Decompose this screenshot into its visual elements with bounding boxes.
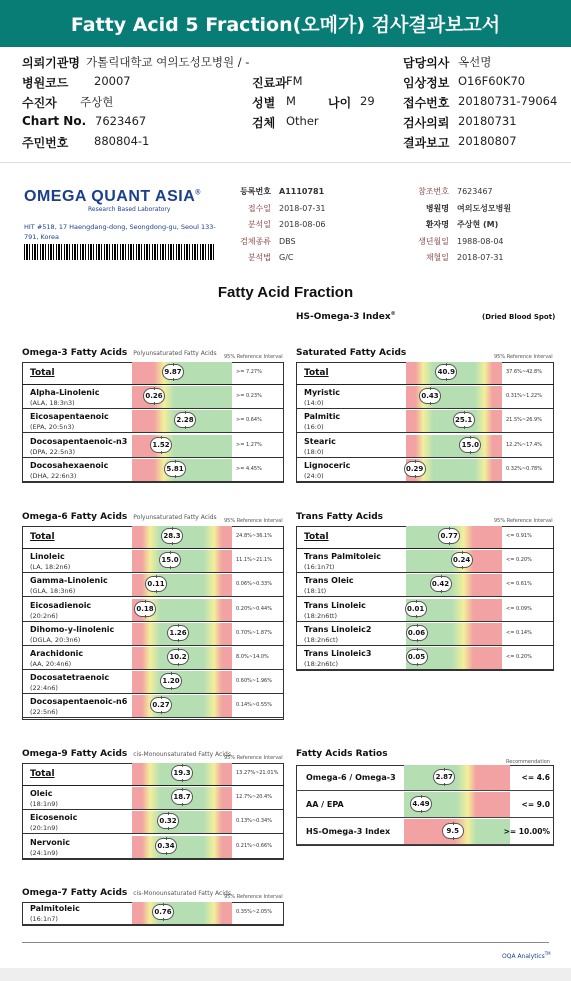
fatty-acid-notation: (14:0) [304,399,324,408]
table-row [296,574,554,597]
table-row-total [296,362,554,385]
reference-interval: >= 0.64% [236,417,262,424]
result-marker: 1.52 [150,437,172,453]
lab-meta-label: 검체종류 [240,236,271,246]
result-marker: 28.3 [161,528,183,544]
result-marker: 0.11 [145,576,167,592]
fatty-acid-name [30,532,55,542]
lab-meta-label: 분석법 [247,253,271,262]
hs-omega-title [296,311,396,322]
info-label: 검사의뢰 [403,116,450,130]
table-row [296,599,554,622]
result-marker: 0.01 [405,601,427,617]
lab-meta-row [404,252,504,263]
reference-bar [406,435,502,457]
fatty-acid-name [30,461,108,481]
fatty-acid-notation: (22:4n6) [30,684,58,693]
reference-interval: <= 0.09% [506,605,532,612]
reference-bar [132,550,232,572]
table-row [22,671,284,694]
result-marker: 0.76 [152,904,174,920]
section-title [22,888,231,898]
table-row [22,695,284,718]
reference-interval: 0.32%~0.78% [506,465,542,472]
fatty-acid-name [30,697,127,717]
fatty-acid-title: Fatty Acid Fraction [217,284,354,301]
result-marker: 10.2 [167,649,189,665]
report-title: Fatty Acid 5 Fraction(오메가) 검사결과보고서 [0,0,571,47]
reference-interval-header: 95% Reference Interval [494,354,553,360]
reference-interval: 0.31%~1.22% [506,393,542,400]
info-value: M [286,94,296,108]
reference-interval: 8.0%~14.0% [236,654,269,660]
reference-interval: <= 0.14% [506,629,532,636]
reference-interval: 0.14%~0.55% [236,702,272,709]
result-marker: 9.87 [162,364,184,380]
reference-bar [132,811,232,833]
ratio-row [296,819,554,845]
section-title-text: Trans Fatty Acids [296,512,384,522]
fatty-acid-label: Palmitoleic [30,904,80,913]
oqa-analytics-text: OQA Analytics [502,953,545,960]
fatty-acid-name [30,789,58,809]
info-label: 결과보고 [403,136,450,150]
reference-interval: >= 1.27% [236,441,262,448]
fatty-acid-label: Total [304,532,329,542]
fatty-acid-name [304,412,340,432]
fatty-acid-name [304,552,381,572]
reference-interval-header: 95% Reference Interval [224,518,283,524]
lab-meta-row [404,186,493,197]
reference-interval: <= 0.20% [506,557,532,564]
table-row [22,599,284,622]
reference-interval-header: 95% Reference Interval [224,894,283,900]
reference-bar [132,695,232,717]
lab-meta-label: 병원명 [425,203,449,213]
reference-interval: 0.21%~0.66% [236,842,272,849]
lab-meta-value: 1988-08-04 [457,236,504,246]
fatty-acid-label: Linoleic [30,552,65,562]
reference-interval: 0.20%~0.44% [236,605,272,612]
reference-bar [132,836,232,858]
reference-interval: <= 0.61% [506,581,532,588]
fatty-acid-label: Palmitic [304,412,341,422]
table-row [22,623,284,646]
lab-logo-subtitle: Research Based Laboratory [88,206,171,213]
ratio-recommendation: <= 9.0 [521,800,550,809]
fatty-acid-label: Stearic [304,436,336,446]
lab-meta-row [226,186,324,197]
table-row [22,550,284,573]
info-value: 20180731 [458,114,517,128]
fatty-acid-label: Eicosapentaenoic [30,412,109,422]
reference-interval: 0.60%~1.96% [236,678,272,685]
reference-interval: 11.1%~21.1% [236,557,272,564]
lab-meta-label: 참조번호 [418,187,449,196]
recommendation-header: Recommendation [506,759,550,765]
lab-meta-label: 생년월일 [418,236,449,246]
result-marker: 0.18 [134,601,156,617]
fatty-acid-notation: (18:1t) [304,587,327,596]
fatty-acid-name [304,532,329,542]
ratio-marker: 2.87 [433,769,455,785]
section-title [22,348,217,358]
fatty-acid-notation: (24:0) [304,471,324,480]
fatty-acid-notation: (24:1n9) [30,848,58,857]
info-label: Chart No. [22,114,87,128]
lab-meta-label: 분석일 [247,220,271,229]
ratio-marker: 9.5 [442,823,464,839]
fatty-acid-notation: (20:1n9) [30,824,58,833]
fatty-acid-name [30,437,127,457]
lab-address: HIT #518, 17 Haengdang-dong, Seongdong-gu, Seoul 133-791, Korea [24,223,216,241]
fatty-acid-notation: (LA, 18:2n6) [30,563,71,572]
info-label: 수진자 [22,96,57,110]
fatty-acid-label: Docosapentaenoic-n6 [30,697,128,707]
ratio-bar [404,765,510,790]
ratio-name: Omega-6 / Omega-3 [306,773,396,782]
section-subtitle: cis-Monounsaturated Fatty Acids [133,751,231,758]
fatty-acid-name [304,649,371,669]
reference-bar [132,671,232,693]
fatty-acid-name [304,601,366,621]
table-row [22,647,284,670]
reference-interval: <= 0.20% [506,654,532,660]
lab-meta-row [226,203,326,214]
info-value: 880804-1 [94,134,150,148]
fatty-acid-notation: (18:2n6tc) [304,660,339,668]
lab-meta-value: 여의도성모병원 [457,203,512,213]
ratio-recommendation: <= 4.6 [521,773,550,782]
info-label: 주민번호 [22,136,69,150]
info-value: 옥선명 [458,55,492,69]
fatty-acid-notation: (GLA, 18:3n6) [30,587,76,596]
table-row [22,459,284,482]
table-row-total [296,526,554,549]
fatty-acid-name [30,552,70,572]
lab-meta-row [226,219,326,230]
lab-meta-label: 채혈일 [425,253,449,262]
result-marker: 0.24 [451,552,473,568]
lab-meta-label: 접수일 [247,203,271,213]
table-row [22,787,284,810]
reference-interval: 0.06%~0.33% [236,581,272,588]
result-marker: 15.0 [159,552,181,568]
lab-meta-row [404,236,504,247]
info-label: 담당의사 [403,56,450,70]
table-row [22,836,284,859]
info-value: 주상현 [80,95,114,109]
fatty-acid-name [304,368,329,378]
fatty-acid-name [30,601,91,621]
fatty-acid-label: Eicosadienoic [30,600,92,610]
lab-meta-value: 2018-08-06 [279,220,326,229]
footer-band [0,968,571,981]
info-label: 임상정보 [403,76,450,90]
lab-meta-value: 7623467 [457,187,493,196]
fatty-acid-notation: (AA, 20:4n6) [30,660,72,668]
fatty-acid-label: Total [304,368,329,378]
fatty-acid-label: Trans Linoleic3 [304,649,372,658]
fatty-acid-notation: (DHA, 22:6n3) [30,471,77,480]
ratio-row [296,792,554,818]
info-value: FM [286,74,303,88]
fatty-acid-label: Total [30,532,55,542]
reference-bar [406,574,502,596]
result-marker: 0.29 [404,461,426,477]
ratio-marker: 4.49 [410,796,432,812]
fatty-acid-name [30,838,70,858]
result-marker: 0.27 [150,697,172,713]
oqa-analytics-mark: TM [544,951,551,956]
table-row [296,647,554,670]
lab-meta-value: DBS [279,236,296,246]
info-label: 진료과 [252,76,287,90]
table-row [296,550,554,573]
reference-interval: 0.70%~1.87% [236,629,272,636]
lab-logo-text: OMEGA QUANT ASIA [24,188,196,205]
result-marker: 0.06 [406,625,428,641]
table-row [296,435,554,458]
section-title-text: Saturated Fatty Acids [296,348,407,358]
section-title [22,512,217,522]
fatty-acid-label: Trans Oleic [304,576,354,586]
lab-meta-label: 환자명 [425,220,449,229]
info-value: 가톨릭대학교 여의도성모병원 / - [86,55,250,69]
barcode [24,244,216,260]
fatty-acid-name [30,649,83,669]
result-marker: 1.26 [167,625,189,641]
section-title [22,749,231,759]
patient-info [0,54,571,154]
ratio-name: AA / EPA [306,800,344,809]
fatty-acid-label: Total [30,368,55,378]
fatty-acid-name [30,388,99,408]
ratio-row [296,765,554,791]
fatty-acid-name [304,388,340,408]
reference-interval: 12.7%~20.4% [236,794,272,801]
fatty-acid-label: Gamma-Linolenic [30,576,108,586]
section-title [296,512,383,522]
result-marker: 0.26 [143,388,165,404]
fatty-acid-name [30,625,114,645]
fatty-acid-name [304,625,371,645]
fatty-acid-label: Eicosenoic [30,813,78,823]
table-row-total [22,526,284,549]
footer-divider [22,942,549,943]
section-title-text: Omega-6 Fatty Acids [22,512,128,522]
reference-interval: 24.8%~36.1% [236,533,272,539]
section-title [296,348,406,358]
lab-meta-row [226,236,296,247]
fatty-acid-notation: (DGLA, 20:3n6) [30,635,81,644]
section-title-text: Omega-7 Fatty Acids [22,888,128,898]
fatty-acid-label: Oleic [30,789,53,799]
result-marker: 40.9 [435,364,457,380]
section-subtitle: cis-Monounsaturated Fatty Acids [133,890,231,897]
result-marker: 2.28 [174,412,196,428]
info-value: 7623467 [95,114,147,128]
reference-interval-header: 95% Reference Interval [224,755,283,761]
section-title-text: Omega-9 Fatty Acids [22,749,128,759]
info-value: 20180807 [458,134,517,148]
fatty-acid-notation: (18:2n6ct) [304,635,339,644]
lab-meta-value: 주상현 (M) [457,220,499,229]
lab-meta-value: G/C [279,253,294,262]
fatty-acid-notation: (18:0) [304,447,324,456]
fatty-acid-label: Docosapentaenoic-n3 [30,436,128,446]
result-marker: 1.20 [160,673,182,689]
table-row [22,386,284,409]
result-marker: 15.0 [459,437,481,453]
ratio-name: HS-Omega-3 Index [306,827,391,836]
reference-bar [132,902,232,924]
result-marker: 0.42 [430,576,452,592]
reference-bar [132,435,232,457]
dried-blood-spot-label: (Dried Blood Spot) [482,313,556,321]
result-marker: 19.3 [171,765,193,781]
lab-meta-row [226,252,293,263]
table-row [296,459,554,482]
fatty-acid-name [30,576,108,596]
ratios-title: Fatty Acids Ratios [296,749,388,759]
table-row [22,574,284,597]
table-row [22,410,284,433]
lab-meta-row [404,219,498,230]
reference-interval: 0.35%~2.05% [236,909,272,915]
fatty-acid-label: Total [30,769,55,779]
fatty-acid-label: Myristic [304,388,340,398]
reference-interval: 0.13%~0.34% [236,818,272,825]
fatty-acid-label: Trans Linoleic2 [304,624,372,634]
table-row [296,410,554,433]
reference-interval: >= 7.27% [236,369,262,375]
oqa-analytics-brand [502,951,551,960]
fatty-acid-name [30,673,109,693]
fatty-acid-name [30,813,77,833]
fatty-acid-notation: (DPA, 22:5n3) [30,447,76,456]
section-subtitle: Polyunsaturated Fatty Acids [133,350,217,357]
table-row [22,902,284,925]
fatty-acid-label: Trans Palmitoleic [304,552,382,562]
fatty-acid-label: Alpha-Linolenic [30,388,100,398]
fatty-acid-notation: (16:0) [304,423,324,432]
fatty-acid-label: Lignoceric [304,460,351,470]
fatty-acid-notation: (18:2n6tt) [304,611,338,620]
reference-interval: >= 4.45% [236,465,262,472]
fatty-acid-name [304,437,336,457]
lab-logo-mark: ® [195,189,201,197]
reference-interval: 21.5%~26.9% [506,417,542,424]
table-row-total [22,763,284,786]
reference-interval-header: 95% Reference Interval [224,354,283,360]
info-label: 성별 [252,96,276,110]
info-label: 병원코드 [22,76,69,90]
info-label: 접수번호 [403,96,450,110]
fatty-acid-name [30,368,55,378]
section-subtitle: Polyunsaturated Fatty Acids [133,514,217,521]
lab-logo [24,188,201,206]
lab-meta-label: 등록번호 [240,187,271,196]
lab-meta-value: 2018-07-31 [279,203,326,213]
info-value: Other [286,114,319,128]
fatty-acid-name [304,576,354,596]
fatty-acid-label: Docosatetraenoic [30,673,110,683]
table-row [22,811,284,834]
fatty-acid-name [30,412,109,432]
table-row-total [22,362,284,385]
fatty-acid-name [304,461,350,481]
reference-interval: <= 0.91% [506,533,532,539]
info-value: O16F60K70 [458,74,526,88]
info-label: 나이 [328,96,352,110]
table-row [22,435,284,458]
result-marker: 0.43 [419,388,441,404]
reference-interval: 13.27%~21.01% [236,770,279,776]
hs-omega-title-text: HS-Omega-3 Index [296,312,391,322]
fatty-acid-notation: (18:1n9) [30,800,58,809]
table-row [296,386,554,409]
fatty-acid-label: Nervonic [30,837,70,847]
fatty-acid-name [30,904,80,924]
result-marker: 0.05 [406,649,428,665]
reference-interval-header: 95% Reference Interval [494,518,553,524]
info-label: 의뢰기관명 [22,56,80,70]
ratio-recommendation: >= 10.00% [503,827,550,836]
result-marker: 0.77 [438,528,460,544]
section-title-text: Omega-3 Fatty Acids [22,348,128,358]
table-row [296,623,554,646]
reference-interval: 37.6%~42.8% [506,369,542,375]
result-marker: 5.81 [164,461,186,477]
fatty-acid-notation: (ALA, 18:3n3) [30,399,75,408]
fatty-acid-notation: (16:1n7t) [304,563,335,572]
info-value: 20180731-79064 [458,94,558,108]
fatty-acid-notation: (20:2n6) [30,611,58,620]
fatty-acid-label: Docosahexaenoic [30,460,109,470]
result-marker: 18.7 [171,789,193,805]
info-value: 20007 [94,74,131,88]
result-marker: 25.1 [453,412,475,428]
reference-interval: 12.2%~17.4% [506,441,542,448]
info-value: 29 [360,94,375,108]
fatty-acid-label: Arachidonic [30,649,84,658]
info-label: 검체 [252,116,276,130]
lab-meta-row [404,203,511,214]
fatty-acid-notation: (16:1n7) [30,915,58,923]
lab-meta-value: 2018-07-31 [457,253,504,262]
hs-omega-title-mark: ® [390,311,396,317]
fatty-acid-label: Dihomo-y-linolenic [30,624,115,634]
result-marker: 0.32 [157,813,179,829]
reference-interval: >= 0.23% [236,393,262,400]
fatty-acid-notation: (22:5n6) [30,708,58,717]
fatty-acid-notation: (EPA, 20:5n3) [30,423,75,432]
lab-meta-value: A1110781 [279,187,325,196]
result-marker: 0.34 [155,838,177,854]
fatty-acid-name [30,769,55,779]
fatty-acid-label: Trans Linoleic [304,600,366,610]
